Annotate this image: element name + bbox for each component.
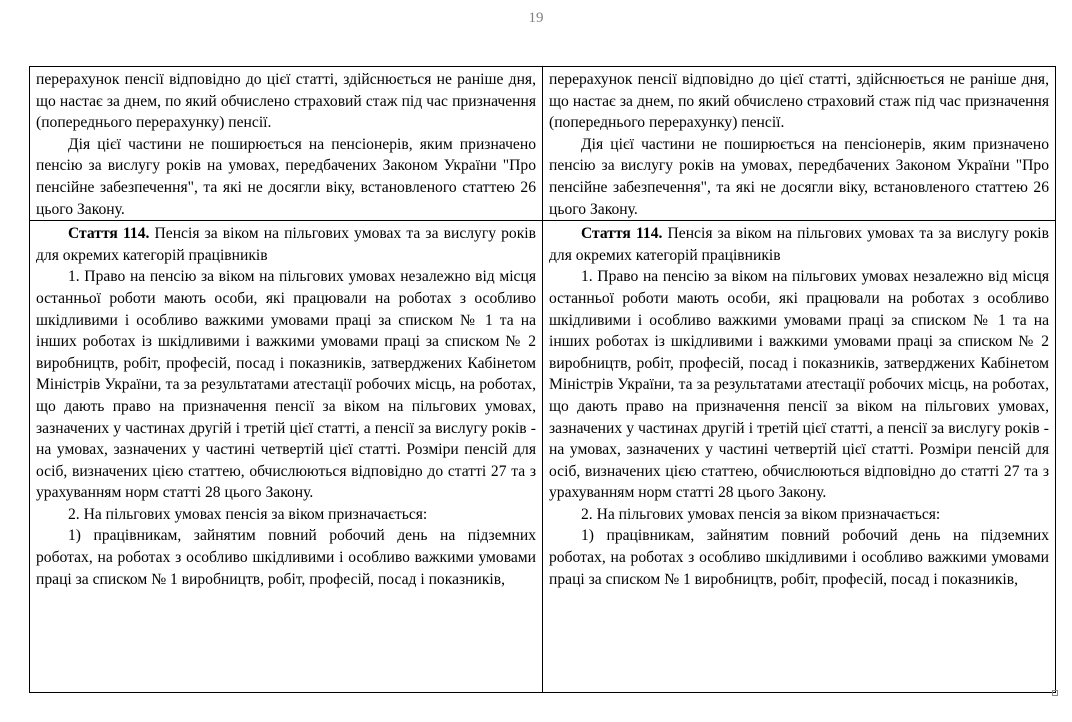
- table-row: [30, 221, 1056, 693]
- left-cell: [30, 221, 543, 693]
- article-title: Пенсія за віком на пільгових умовах та за вислугу років для окремих категорій працівників: [36, 225, 536, 264]
- paragraph: 2. На пільгових умовах пенсія за віком призначається:: [581, 505, 941, 523]
- paragraph: Дія цієї частини не поширюється на пенсіонерів, яким призначено пенсію за вислугу років на умовах, передбачених Законом України "Про пенсійне забезпечення", та які не досягли віку, встановленого статтею 26 цього Закону.: [36, 135, 536, 218]
- right-cell: [543, 221, 1056, 693]
- article-heading: [549, 223, 1049, 266]
- article-label: Стаття 114.: [68, 225, 150, 243]
- article-heading: [36, 223, 536, 266]
- left-cell: [30, 67, 543, 221]
- article-label: Стаття 114.: [581, 225, 663, 243]
- article-title: Пенсія за віком на пільгових умовах та за вислугу років для окремих категорій працівників: [549, 225, 1049, 264]
- paragraph: 1) працівникам, зайнятим повний робочий день на підземних роботах, на роботах з особливо шкідливими і особливо важкими умовами праці за списком № 1 виробництв, робіт, професій, посад і показників,: [549, 527, 1049, 588]
- cell-content: [549, 223, 1049, 690]
- table-resize-handle[interactable]: [1052, 690, 1058, 696]
- right-cell: [543, 67, 1056, 221]
- paragraph: перерахунок пенсії відповідно до цієї статті, здійснюється не раніше дня, що настає за днем, по який обчислено страховий стаж під час призначення (попереднього перерахунку) пенсії.: [549, 71, 1049, 132]
- paragraph: 1. Право на пенсію за віком на пільгових умовах незалежно від місця останньої роботи мають особи, які працювали на роботах з особливо шкідливими і особливо важкими умовами праці за списком № 1 та на інших роботах із шкідливими і важкими умовами праці за списком № 2 виробництв, робіт, професій, посад і показників, затверджених Кабінетом Міністрів України, та за результатами атестації робочих місць, на роботах, що дають право на призначення пенсії за віком на пільгових умовах, зазначених у частинах другій і третій цієї статті, а пенсії за вислугу років - на умовах, зазначених у частині четвертій цієї статті. Розміри пенсій для осіб, визначених цією статтею, обчислюються відповідно до статті 27 та з урахуванням норм статті 28 цього Закону.: [549, 268, 1049, 502]
- table-row: [30, 67, 1056, 221]
- paragraph: перерахунок пенсії відповідно до цієї статті, здійснюється не раніше дня, що настає за днем, по який обчислено страховий стаж під час призначення (попереднього перерахунку) пенсії.: [36, 71, 536, 132]
- cell-content: [36, 223, 536, 690]
- page-number: 19: [528, 10, 544, 26]
- paragraph: Дія цієї частини не поширюється на пенсіонерів, яким призначено пенсію за вислугу років на умовах, передбачених Законом України "Про пенсійне забезпечення", та які не досягли віку, встановленого статтею 26 цього Закону.: [549, 135, 1049, 218]
- comparison-table: [29, 66, 1056, 693]
- paragraph: 1. Право на пенсію за віком на пільгових умовах незалежно від місця останньої роботи мають особи, які працювали на роботах з особливо шкідливими і особливо важкими умовами праці за списком № 1 та на інших роботах із шкідливими і важкими умовами праці за списком № 2 виробництв, робіт, професій, посад і показників, затверджених Кабінетом Міністрів України, та за результатами атестації робочих місць, на роботах, що дають право на призначення пенсії за віком на пільгових умовах, зазначених у частинах другій і третій цієї статті, а пенсії за вислугу років - на умовах, зазначених у частині четвертій цієї статті. Розміри пенсій для осіб, визначених цією статтею, обчислюються відповідно до статті 27 та з урахуванням норм статті 28 цього Закону.: [36, 268, 536, 502]
- paragraph: 2. На пільгових умовах пенсія за віком призначається:: [68, 505, 428, 523]
- paragraph: 1) працівникам, зайнятим повний робочий день на підземних роботах, на роботах з особливо шкідливими і особливо важкими умовами праці за списком № 1 виробництв, робіт, професій, посад і показників,: [36, 527, 536, 588]
